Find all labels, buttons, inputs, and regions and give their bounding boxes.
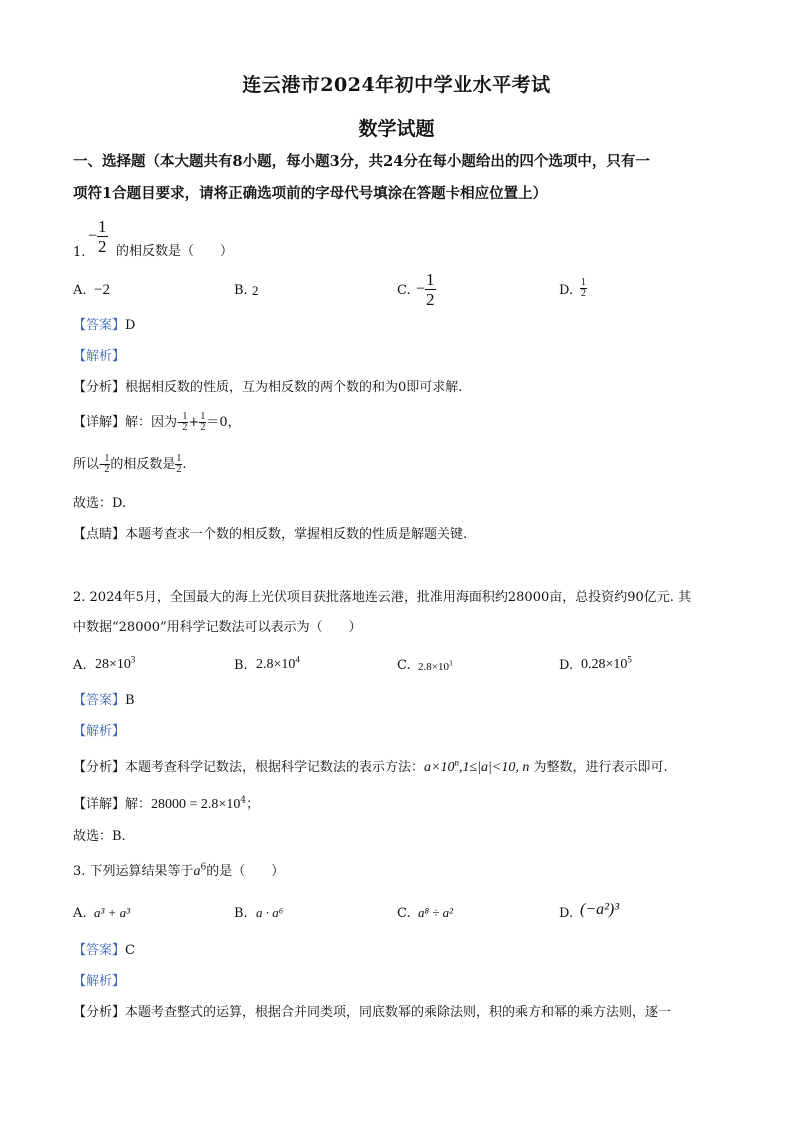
- answer-tag: 【答案】: [73, 693, 126, 708]
- page-subtitle: 数学试题: [358, 118, 435, 140]
- q2-xiangjie-row: [73, 797, 259, 813]
- q1-xj-frac1-num: 1: [182, 411, 188, 422]
- q2-fenxi-exp: n: [454, 757, 459, 768]
- q1-suoyi-end: .: [182, 457, 187, 472]
- q3-fenxi: 本题考查整式的运算，根据合并同类项，同底数幂的乘除法则，积的乘方和幂的乘方法则，逐一: [125, 1005, 672, 1020]
- q1-fraction: [88, 217, 108, 257]
- section-heading-line2: 项符1合题目要求，请将正确选项前的字母代号填涂在答题卡相应位置上）: [73, 185, 548, 202]
- q1-d-frac-den: 2: [581, 288, 586, 299]
- q1-xj-frac2-num: 1: [200, 411, 206, 422]
- q3-stem-suffix: 的是（ ）: [206, 864, 285, 879]
- q1-xj-frac2-den: 2: [200, 422, 206, 433]
- q2-stem-line2: 中数据“28000”用科学记数法可以表示为（ ）: [73, 620, 362, 635]
- q3-option-b: a · a⁶: [256, 905, 284, 920]
- q1-option-a-label: A.: [73, 283, 87, 298]
- q1-c-frac-den: 2: [426, 290, 435, 309]
- q3-stem-var: a: [193, 864, 201, 879]
- q3-stem: [73, 864, 284, 880]
- q2-xiangjie-exp: 4: [240, 795, 247, 806]
- q3-option-a: a³ + a³: [94, 905, 131, 920]
- q1-xiangjie-prefix: 解：因为-: [125, 415, 182, 430]
- q1-answer-row: [73, 318, 135, 334]
- q2-option-c: [418, 659, 452, 675]
- fenxi-tag: 【分析】: [73, 380, 126, 395]
- q2-c-exp: 3: [448, 659, 453, 668]
- q2-xiangjie-eq: 28000 = 2.8×10: [151, 797, 241, 812]
- q3-option-d-label: D.: [559, 906, 574, 921]
- q1-sy-frac2-den: 2: [176, 464, 182, 475]
- q2-b-base: 2.8×10: [256, 657, 296, 672]
- q1-suoyi-mid: 的相反数是: [110, 457, 176, 472]
- q3-option-c: a⁸ ÷ a²: [418, 905, 454, 920]
- q3-option-c-label: C.: [397, 906, 411, 921]
- q2-answer: B: [125, 693, 135, 708]
- q2-option-a-label: A.: [73, 658, 87, 673]
- q1-option-d-label: D.: [559, 283, 574, 298]
- fenxi-tag: 【分析】: [73, 1005, 126, 1020]
- q1-option-a: −2: [94, 282, 110, 298]
- q3-fenxi-row: [73, 1005, 671, 1021]
- q1-frac: [97, 217, 108, 256]
- q1-minus: −: [88, 227, 98, 245]
- q3-analysis-row: [73, 974, 125, 990]
- q1-guxuan: 故选：D.: [73, 496, 127, 511]
- q1-d-frac-num: 1: [581, 277, 586, 288]
- q1-dianjing-row: [73, 527, 467, 543]
- q2-b-exp: 4: [295, 654, 300, 665]
- q1-c-frac-num: 1: [426, 270, 435, 289]
- q2-a-base: 28×10: [95, 657, 131, 672]
- q1-option-c-label: C.: [397, 283, 411, 298]
- q2-xiangjie-end: ；: [246, 797, 260, 812]
- q2-answer-row: [73, 693, 135, 709]
- q3-stem-prefix: 3. 下列运算结果等于: [73, 864, 194, 879]
- xiangjie-tag: 【详解】: [73, 415, 126, 430]
- q1-xj-frac1-den: 2: [182, 422, 188, 433]
- q1-xj-plus: +: [188, 415, 200, 430]
- answer-tag: 【答案】: [73, 318, 126, 333]
- q1-suoyi-prefix: 所以-: [73, 457, 104, 472]
- q3-option-d: (−a²)³: [580, 901, 620, 918]
- analysis-tag: 【解析】: [73, 974, 126, 989]
- q2-a-exp: 3: [130, 654, 136, 665]
- fenxi-tag: 【分析】: [73, 760, 126, 775]
- q3-answer: C: [125, 943, 135, 958]
- q1-option-b-label: B.: [234, 283, 248, 298]
- q1-xiangjie-row: [73, 412, 241, 438]
- q1-suoyi-row: [73, 454, 187, 480]
- q1-sy-frac1-num: 1: [104, 453, 110, 464]
- q2-fenxi-suffix: 为整数，进行表示即可.: [529, 760, 668, 775]
- analysis-tag: 【解析】: [73, 349, 126, 364]
- xiangjie-tag: 【详解】: [73, 797, 126, 812]
- q2-fenxi-cond: ,1≤|a|<10, n: [458, 760, 530, 775]
- q1-c-frac: [425, 270, 436, 309]
- q1-stem: 的相反数是（ ）: [116, 244, 234, 259]
- q2-option-a: [95, 654, 136, 673]
- q1-xj-eq: ＝0，: [206, 415, 241, 430]
- q2-fenxi-row: [73, 757, 668, 776]
- q1-fenxi: 根据相反数的性质，互为相反数的两个数的和为0即可求解.: [125, 380, 463, 395]
- q1-dianjing: 本题考查求一个数的相反数，掌握相反数的性质是解题关键.: [125, 527, 468, 542]
- q1-frac-den: 2: [98, 237, 107, 256]
- q1-option-b: 2: [252, 283, 259, 298]
- q2-d-base: 0.28×10: [581, 657, 628, 672]
- q3-answer-row: [73, 943, 135, 959]
- q2-fenxi-prefix: 本题考查科学记数法，根据科学记数法的表示方法：: [125, 760, 425, 775]
- q2-option-d-label: D.: [559, 658, 574, 673]
- q1-frac-num: 1: [98, 217, 107, 236]
- q1-analysis-row: [73, 349, 125, 365]
- q2-stem-line1: 2. 2024年5月，全国最大的海上光伏项目获批落地连云港，批准用海面积约28000亩，总投资约90亿元. 其: [73, 590, 692, 605]
- q2-fenxi-formula: a×10: [424, 760, 455, 775]
- q2-d-exp: 5: [627, 654, 632, 665]
- q2-xiangjie-prefix: 解：: [125, 797, 152, 812]
- q2-guxuan: 故选：B.: [73, 829, 126, 844]
- q1-number: 1.: [73, 245, 86, 260]
- q1-option-c: [416, 270, 436, 310]
- q1-fenxi-row: [73, 380, 462, 396]
- analysis-tag: 【解析】: [73, 724, 126, 739]
- q1-c-minus: −: [416, 280, 426, 298]
- q1-option-d: [580, 278, 587, 304]
- q3-option-a-label: A.: [73, 906, 87, 921]
- q3-option-b-label: B.: [234, 906, 248, 921]
- q3-stem-exp: 6: [200, 862, 207, 873]
- q2-option-d: [581, 654, 632, 673]
- q1-answer: D: [125, 318, 136, 333]
- q2-analysis-row: [73, 724, 125, 740]
- page-title: 连云港市2024年初中学业水平考试: [242, 74, 551, 96]
- section-heading-line1: 一、选择题（本大题共有8小题，每小题3分，共24分在每小题给出的四个选项中，只有一: [73, 153, 650, 170]
- q1-sy-frac1-den: 2: [104, 464, 110, 475]
- dianjing-tag: 【点睛】: [73, 527, 126, 542]
- answer-tag: 【答案】: [73, 943, 126, 958]
- q1-sy-frac2-num: 1: [176, 453, 182, 464]
- q2-option-b-label: B.: [234, 658, 248, 673]
- q2-c-base: 2.8×10: [418, 661, 449, 673]
- q1-d-frac: [580, 278, 587, 299]
- q2-option-b: [256, 654, 300, 673]
- q2-option-c-label: C.: [397, 658, 411, 673]
